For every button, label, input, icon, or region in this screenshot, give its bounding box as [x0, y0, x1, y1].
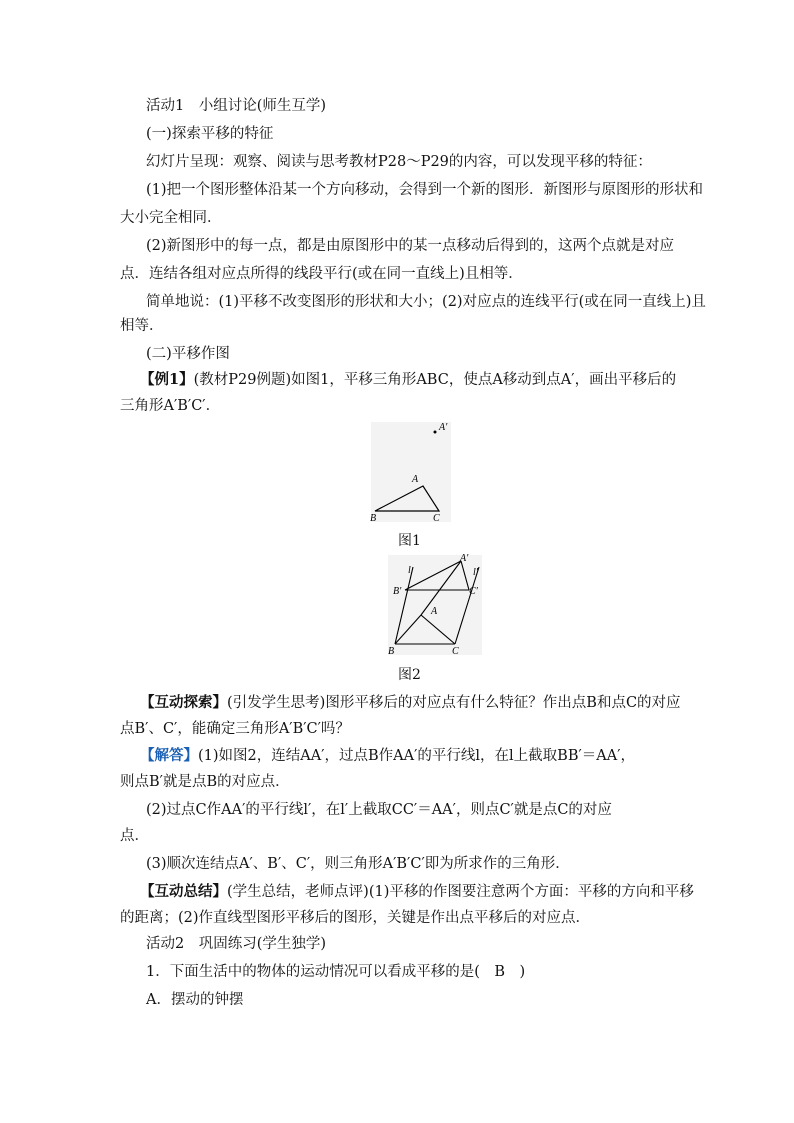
- answer3-line: (3)顺次连结点A′、B′、C′，则三角形A′B′C′即为所求作的三角形．: [146, 856, 570, 872]
- label-a-prime: A′: [439, 422, 448, 433]
- summary-line1: [140, 882, 694, 902]
- section1-title: (一)探索平移的特征: [146, 126, 274, 142]
- figure2-caption: 图2: [398, 667, 421, 683]
- answer1-text: (1)如图2，连结AA′，过点B作AA′的平行线l，在l上截取BB′＝AA′，: [198, 748, 636, 764]
- answer2-line1: (2)过点C作AA′的平行线l′，在l′上截取CC′＝AA′，则点C′就是点C的对应: [146, 802, 612, 818]
- explore-line2: 点B′、C′，能确定三角形A′B′C′吗？: [120, 721, 350, 737]
- label-a-2: A: [431, 606, 438, 617]
- summary-line2: 的距离；(2)作直线型图形平移后的图形，关键是作出点平移后的对应点．: [120, 910, 591, 926]
- summary-tag: 【互动总结】: [140, 883, 227, 900]
- activity1-title: 活动1 小组讨论(师生互学): [146, 98, 327, 114]
- explore-tag: 【互动探索】: [140, 694, 227, 711]
- figure1-diagram: [365, 420, 455, 525]
- slide-intro: 幻灯片呈现：观察、阅读与思考教材P28～P29的内容，可以发现平移的特征：: [146, 154, 652, 170]
- example1-tag: 【例1】: [140, 371, 194, 388]
- label-l: l: [408, 565, 411, 576]
- label-b-2: B: [388, 646, 395, 657]
- feature2-line1: (2)新图形中的每一点，都是由原图形中的某一点移动后得到的，这两个点就是对应: [146, 238, 675, 254]
- label-a: A: [412, 474, 419, 485]
- simple-line1: 简单地说：(1)平移不改变图形的形状和大小；(2)对应点的连线平行(或在同一直线上)且: [146, 294, 706, 310]
- figure1-caption: 图1: [398, 533, 421, 549]
- answer2-line2: 点．: [120, 828, 149, 844]
- feature1-line2: 大小完全相同．: [120, 210, 222, 226]
- point-a-prime: [434, 431, 437, 434]
- feature2-line2: 点．连结各组对应点所得的线段平行(或在同一直线上)且相等．: [120, 266, 523, 282]
- answer1-line2: 则点B′就是点B的对应点．: [120, 774, 290, 790]
- example1-text: (教材P29例题)如图1，平移三角形ABC，使点A移动到点A′，画出平移后的: [193, 372, 677, 388]
- explore-line1: [140, 693, 681, 713]
- figure2-background: [388, 555, 482, 655]
- feature1-line1: (1)把一个图形整体沿某一个方向移动，会得到一个新的图形．新图形与原图形的形状和: [146, 182, 704, 198]
- section2-title: (二)平移作图: [146, 346, 230, 362]
- label-c-prime: C′: [469, 586, 478, 597]
- summary-text: (学生总结，老师点评)(1)平移的作图要注意两个方面：平移的方向和平移: [227, 884, 694, 900]
- explore-text: (引发学生思考)图形平移后的对应点有什么特征？作出点B和点C的对应: [227, 695, 681, 711]
- simple-line2: 相等．: [120, 318, 164, 334]
- label-c: C: [433, 513, 440, 524]
- figure2-diagram: [385, 553, 485, 658]
- label-c-2: C: [452, 646, 459, 657]
- answer1-line1: [140, 746, 635, 766]
- label-l-prime: l′: [473, 567, 478, 578]
- question1-option-a: A．摆动的钟摆: [146, 992, 244, 1008]
- example1-line1: [140, 370, 676, 390]
- activity2-title: 活动2 巩固练习(学生独学): [146, 936, 327, 952]
- label-b: B: [370, 513, 377, 524]
- label-a-prime-2: A′: [460, 553, 469, 564]
- question1: 1．下面生活中的物体的运动情况可以看成平移的是( B ): [146, 964, 526, 980]
- label-b-prime: B′: [393, 586, 402, 597]
- example1-line2: 三角形A′B′C′．: [120, 398, 221, 414]
- answer-tag: 【解答】: [140, 747, 198, 764]
